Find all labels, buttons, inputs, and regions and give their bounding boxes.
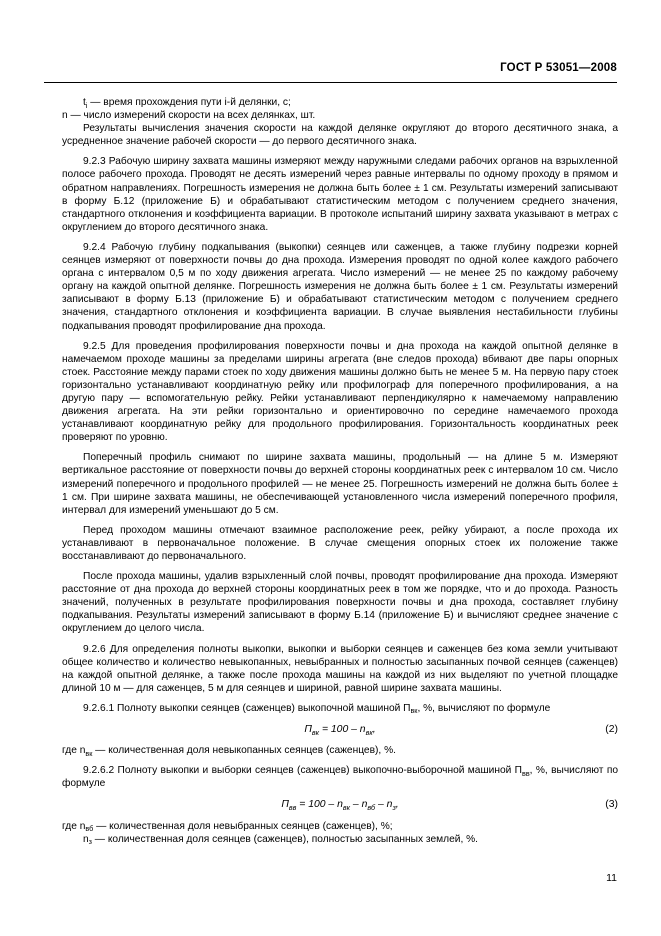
paragraph-n-definition: n — число измерений скорости на всех делянках, шт. [62,110,316,122]
paragraph-formula-3-legend-2: $n_з$ — количественная доля сеянцев (саженцев), полностью засыпанных землей, %. [83,833,478,847]
paragraph-formula-2-legend: где $n_{вк}$ — количественная доля невыкопанных сеянцев (саженцев), %. [62,745,396,758]
formula-3 [62,798,618,811]
paragraph-clause-9-2-6-2: 9.2.6.2 Полноту выкопки и выборки сеянцев (саженцев) выкопочно-выборочной машиной $П_{вв}$, %, вычисляют по формуле [62,765,619,790]
formula-3-number: (3) [605,799,618,811]
paragraph-after-pass: После прохода машины, удалив взрыхленный слой почвы, проводят профилирование дна прохода. Измеряют расстояние от дна прохода до верхней стороны координатных реек в том же порядке, что и до прохода. Разность значений, полученных в результате профилирования поверхности почвы и дна прохода, составляет глубину подкапывания. Результаты измерений записывают в форму Б.14 (приложение Б) и вычисляют среднее значение с округлением до целого числа. [62,571,618,635]
paragraph-clause-9-2-6: 9.2.6 Для определения полноты выкопки, выкопки и выборки сеянцев и саженцев без кома земли учитывают общее количество и количество невыкопанных, невыбранных и полностью засыпанных почвой сеянцев (саженцев) на каждой опытной делянке, а также после прохода машины на каждой из них выделяют по учетной площадке длиной 10 м — для саженцев, 5 м для сеянцев и шириной, равной ширине захвата машины. [62,643,618,694]
paragraph-clause-9-2-4: 9.2.4 Рабочую глубину подкапывания (выкопки) сеянцев или саженцев, а также глубину подрезки корней сеянцев измеряют от поверхности почвы до дна прохода. Измерения проводят по одной колее каждого рабочего органа с интервалом 0,5 м по ходу движения агрегата. Число измерений — не менее 25 по каждому рабочему органу на каждой опытной делянке. Погрешность измерения не должна быть более ± 1 см. Результаты измерений записывают в форму Б.13 (приложение Б) и обрабатывают статистическим методом с получением среднего значения, стандартного отклонения и коэффициента вариации. В случае выявления нестабильности глубины подкапывания проводят профилирование дна прохода. [62,241,618,332]
paragraph-clause-9-2-3: 9.2.3 Рабочую ширину захвата машины измеряют между наружными следами рабочих органов на взрыхленной полосе рабочего прохода. Проводят не десять измерений через равные интервалы по одному проходу в прямом и обратном направлениях. Погрешность измерения не должна быть более ± 1 см. Результаты измерений записывают в форму Б.12 (приложение Б) и обрабатывают статистическим методом с получением среднего значения, стандартного отклонения и коэффициента вариации. В протоколе испытаний ширину захвата указывают в метрах с округлением до второго десятичного знака. [62,156,618,233]
paragraph-formula-3-legend-1: где $n_{вб}$ — количественная доля невыбранных сеянцев (саженцев), %; [62,820,393,833]
page-header-standard: ГОСТ Р 53051—2008 [500,62,617,74]
formula-2 [62,723,618,736]
paragraph-speed-rounding: Результаты вычисления значения скорости на каждой делянке округляют до второго десятичного знака, а усредненное значение рабочей скорости — до первого десятичного знака. [62,123,618,148]
header-divider [44,82,617,83]
paragraph-t-definition: $t_i$ — время прохождения пути i-й делянки, с; [83,97,291,110]
paragraph-clause-9-2-5: 9.2.5 Для проведения профилирования поверхности почвы и дна прохода на каждой опытной делянке в намечаемом проходе машины за пределами ширины агрегата (вне следов прохода) вбивают две пары опорных стоек. Расстояние между парами стоек по ходу движения машины должно быть не менее 5 м. На первую пару стоек горизонтально устанавливают координатную рейку или профилограф для поперечного профилирования, а на другую пару — вспомогательную рейку. Рейки устанавливают перпендикулярно к намечаемому направлению движения агрегата. На эти рейки горизонтально и ориентировочно по середине намечаемого прохода устанавливают координатную рейку для продольного профилирования. Горизонтальность координатных реек проверяют по уровню. [62,340,618,444]
formula-2-number: (2) [605,724,618,736]
page-number: 11 [606,872,617,884]
paragraph-profile-measurement: Поперечный профиль снимают по ширине захвата машины, продольный — на длине 5 м. Измеряют вертикальное расстояние от поверхности почвы до верхней стороны координатных реек с интервалом 10 см. Число измерений поперечного и продольного профилей — не менее 25. Погрешность измерений не должна быть более ± 1 см. При ширине захвата машины, не обеспечивающей установленного числа измерений поперечного профиля, интервал для измерений уменьшают до 5 см. [62,452,618,516]
formula-2-expression: $П_{вк} = 100 - n_{вк}$, [304,724,376,737]
paragraph-clause-9-2-6-1: 9.2.6.1 Полноту выкопки сеянцев (саженцев) выкопочной машиной $П_{вк}$, %, вычисляют по формуле [83,702,551,716]
formula-3-expression: $П_{вв} = 100 - n_{вк} - n_{вб} - n_з$, [281,799,399,812]
document-body [62,96,618,846]
paragraph-stakes-restore: Перед проходом машины отмечают взаимное расположение реек, рейку убирают, а после прохода их устанавливают в первоначальное положение. В случае смещения опорных стоек их положение также восстанавливают до первоначального. [62,524,618,562]
